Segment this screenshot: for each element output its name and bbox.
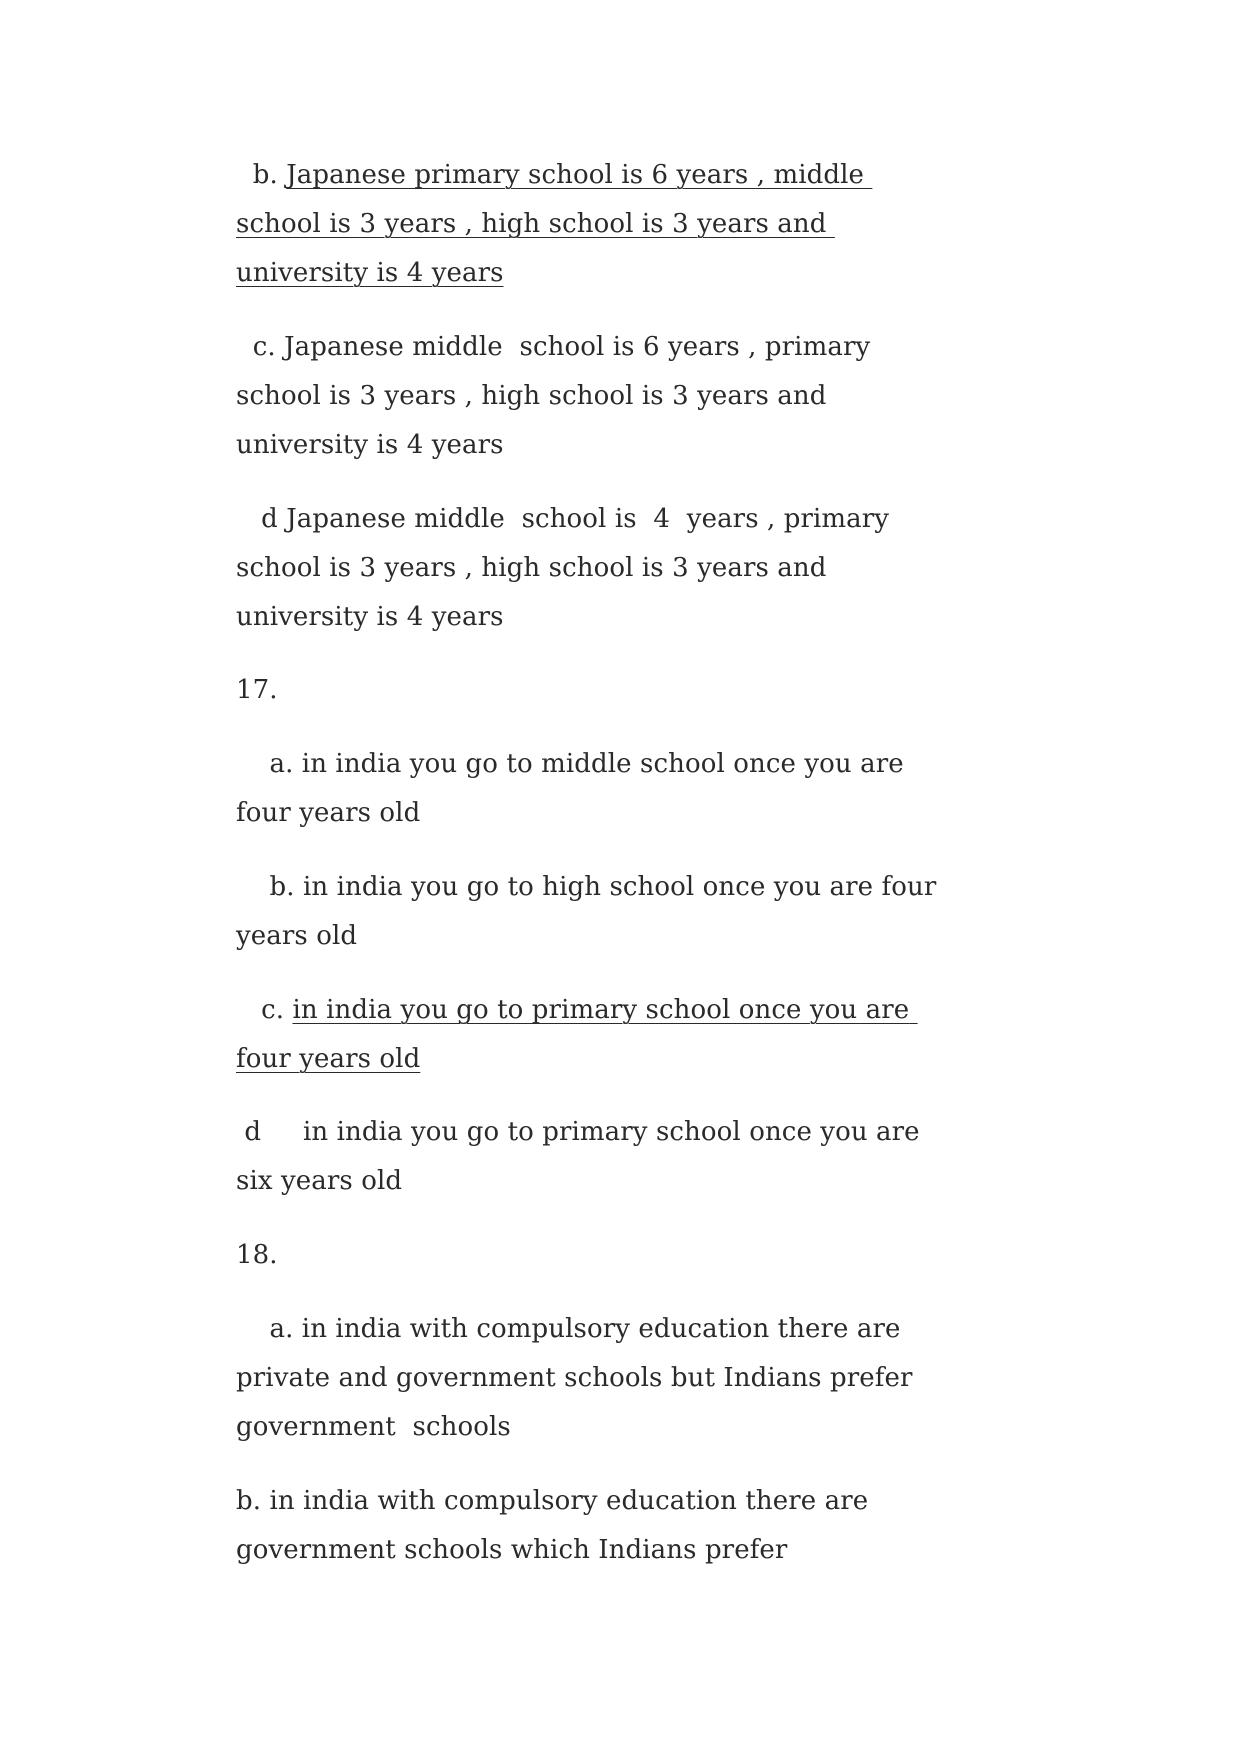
q18-option-a: a. in india with compulsory education there are private and government schools but Indians prefer government schools: [236, 1314, 921, 1442]
q16-option-d: d Japanese middle school is 4 years , primary school is 3 years , high school is 3 years and university is 4 years: [236, 504, 898, 632]
option-label: c.: [236, 995, 293, 1025]
question-number-17: 17.: [236, 675, 278, 705]
underlined-answer: Japanese primary school is 6 years , middle school is 3 years , high school is 3 years and university is 4 years: [236, 160, 873, 288]
option-label: b.: [236, 160, 287, 190]
q17-option-d: d in india you go to primary school once you are six years old: [236, 1117, 929, 1196]
q16-option-b: [236, 151, 956, 298]
q17-option-b: b. in india you go to high school once you are four years old: [236, 872, 945, 951]
q17-option-a: a. in india you go to middle school once you are four years old: [236, 749, 913, 828]
q16-option-c: c. Japanese middle school is 6 years , primary school is 3 years , high school is 3 years and university is 4 years: [236, 332, 879, 460]
q17-option-c: [236, 986, 956, 1084]
underlined-answer: in india you go to primary school once you are four years old: [236, 995, 918, 1074]
q18-option-b: b. in india with compulsory education there are government schools which Indians prefer: [236, 1486, 877, 1565]
question-number-18: 18.: [236, 1240, 278, 1270]
